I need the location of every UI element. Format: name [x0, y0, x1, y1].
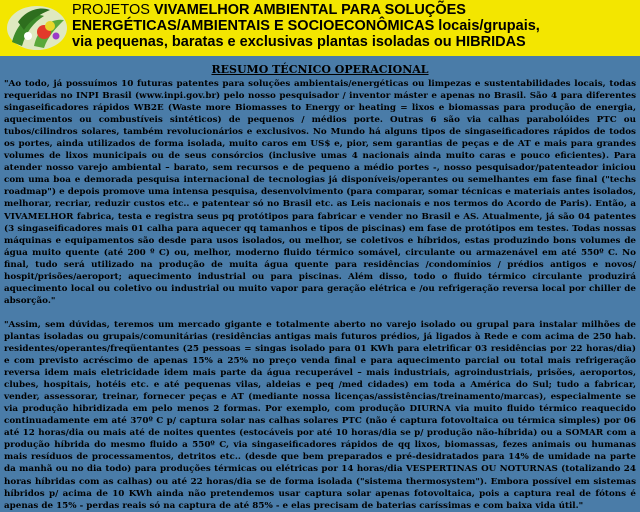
summary-paragraph-1: "Ao todo, já possuímos 10 futuras patentes para soluções ambientais/energéticas ou limpezas e sustentabilidades locais, todas requeridas no INPI Brasil (www.inpi.gov.br) pelo nosso pesquisador / inventor máster e apenas no Brasil. São 4 para diferentes singaseificadores rápidos WB2E (Waste more Biomasses to Energy or heating = lixos e biomassas para produção de energia, aquecimentos ou combustíveis sintéticos) de pequenos / médios porte. Outras 6 são via calhas parabolóides PTC ou tubos/cilindros solares, também revolucionários e exclusivos. No Mundo há alguns tipos de singaseificadores rápidos de todos os portes, ainda utilizados de forma isolada, muito caros em US$ e, pior, sem garantias de peças e de AT e mais para grandes volumes de lixos municipais ou de seus consórcios (inclusive umas 4 nacionais ainda muito caras e pouco eficientes). Para atender nosso varejo ambiental – barato, sem recursos e de pequeno a médio portes -, nosso pesquisador/patenteador iniciou com uma boa e demorada pesquisa internacional de tecnologias já disponíveis/operantes ou semelhantes em fase final ("techs roadmap") e depois promove uma intensa pesquisa, desenvolvimento (para comparar, somar técnicas e materiais antes isolados, melhorar, recriar, reduzir custos etc.. e patentear só no Brasil etc. as Leis nacionais e nos termos do Acordo de Paris). Então, a VIVAMELHOR fabrica, testa e registra seus pq protótipos para fabricar e vender no Brasil e AS. Atualmente, já são 04 patentes (3 singaseificadores mais 01 calha para aquecer qq tamanhos e tipos de piscinas) em fase de protótipos em testes. Todas nossas máquinas e equipamentos são desde para usos isolados, ou melhor, se coletivos e híbridos, estas produzindo bons volumes de água muito quente (até 200 º C) ou, melhor, moderno fluido térmico somável, circulante ou armazenável em até 550º C. No final, tudo será utilizado na produção de muita água quente para residências /condomínios / prédios antigos e novos/ hospit/prisões/aeroport; aquecimento industrial ou para piscinas. Além disso, todo o fluido térmico circulante produzirá aquecimento local ou coletivo ou industrial ou muito vapor para geração elétrica e /ou refrigeração reversa local por chiller de absorção."	[4, 79, 636, 306]
title-line-3: via pequenas, baratas e exclusivas plantas isoladas ou HIBRIDAS	[72, 34, 526, 50]
title-prefix: PROJETOS	[72, 2, 154, 18]
title-line-1	[72, 2, 638, 18]
summary-section	[4, 60, 636, 511]
green-leaves-and-flower-logo	[4, 2, 70, 52]
section-heading: RESUMO TÉCNICO OPERACIONAL	[211, 63, 429, 76]
page-title	[72, 2, 638, 50]
summary-paragraph-2: "Assim, sem dúvidas, teremos um mercado gigante e totalmente aberto no varejo isolado ou grupal para instalar milhões de plantas isoladas ou grupais/comunitárias (residências antigas mais futuros prédios, já ligados à Rede e com acima de 250 hab. residentes/operantes/freqüentantes (25 pessoas = singas isolado para 01 KWh para eletrificar 03 residências por 22 horas/dia) e com previsto acréscimo de apenas 15% a 25% no preço venda final e para aquecimento parcial ou total mais refrigeração reversa idem mais eletricidade idem mais parte da água recuperável – mais industriais, agroindustriais, prisões, aeroportos, clubes, hospitais, hotéis etc. e até pequenas vilas, aldeias e peq /med cidades) em toda a América do Sul; tudo a fabricar, vender, assessorar, treinar, fornecer peças e AT (mediante nossa licenças/assistências/treinamento/marcas), especialmente se via produção hibridizada em pelo menos 2 formas. Por exemplo, com produção DIURNA via muito fluido térmico reaquecido continuadamente em até 370º C p/ captura solar nas calhas solares PTC (não é captura fotovoltaica ou térmica simples) por 06 até 12 horas/dia ou mais até de noites quentes (estocáveis por até 10 horas/dia se p/ produção não-híbrida) ou a SOMAR com a produção híbrida do mesmo fluido a 550º C, via singaseificadores rápidos de qq lixos, biomassas, fezes animais ou humanas mais resíduos de processamentos, detritos etc.. (desde que bem preparados e pré-desidratados para 14% de umidade na parte da manhã ou no dia todo) para produções térmicas ou elétricas por 14 horas/dia VESPERTINAS OU NOTURNAS (totalizando 24 horas híbridas com as calhas) ou até 22 horas/dia se de forma isolada ("sistema thermosystem"). Embora possível em sistemas híbridos p/ acima de 10 KWh ainda não pretendemos usar captura solar apenas fotovoltaica, pois a captura real de fótons é apenas de 15% - perdas reais só na captura de até 85% - e elas precisam de baterias caríssimas e com baixa vida útil."	[4, 319, 636, 511]
title-line-2: ENERGÉTICAS/AMBIENTAIS E SOCIOECONÔMICAS locais/grupais,	[72, 18, 540, 34]
title-brand: VIVAMELHOR AMBIENTAL PARA SOLUÇÕES	[153, 2, 466, 18]
header-banner	[0, 0, 640, 56]
